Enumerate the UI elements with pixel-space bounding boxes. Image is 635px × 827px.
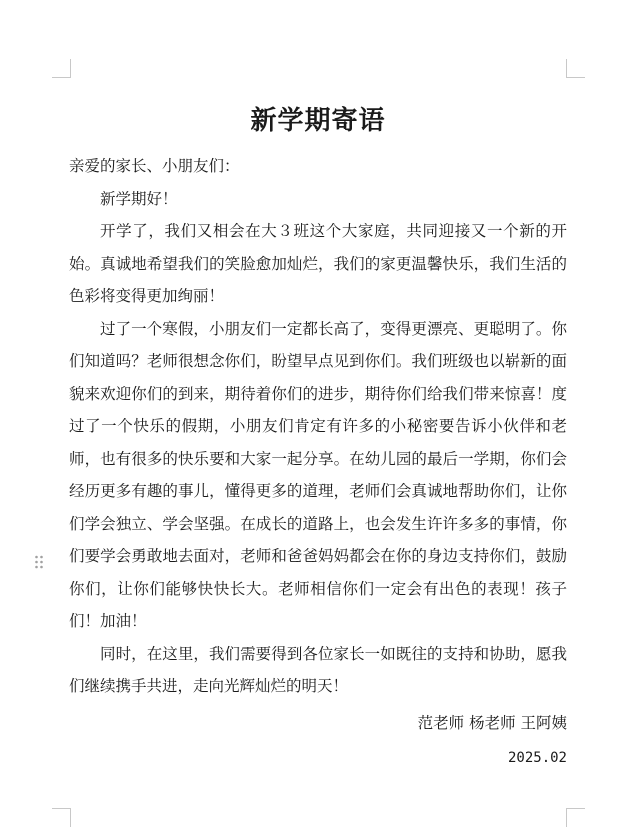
drag-handle-icon[interactable] <box>34 555 44 569</box>
document-title: 新学期寄语 <box>250 106 386 136</box>
signature: 范老师 杨老师 王阿姨 <box>417 713 567 732</box>
paragraph: 新学期好！ <box>100 189 178 208</box>
document-body[interactable] <box>69 100 567 773</box>
crop-mark-bottom-right <box>566 808 585 827</box>
crop-mark-bottom-left <box>52 808 71 827</box>
paragraph: 过了一个寒假，小朋友们一定都长高了，变得更漂亮、更聪明了。你们知道吗？老师很想念你们，盼望早点见到你们。我们班级也以崭新的面貌来欢迎你们的到来，期待着你们的进步，期待你们给我们带来惊喜！度过了一个快乐的假期，小朋友们肯定有许多的小秘密要告诉小伙伴和老师，也有很多的快乐要和大家一起分享。在幼儿园的最后一学期，你们会经历更多有趣的事儿，懂得更多的道理，老师们会真诚地帮助你们，让你们学会独立、学会坚强。在成长的道路上，也会发生许许多多的事情，你们要学会勇敢地去面对，老师和爸爸妈妈都会在你的身边支持你们，鼓励你们，让你们能够快快长大。老师相信你们一定会有出色的表现！孩子们！加油！ <box>69 319 567 630</box>
paragraph: 同时，在这里，我们需要得到各位家长一如既往的支持和协助，愿我们继续携手共进，走向光辉灿烂的明天！ <box>69 644 567 695</box>
greeting: 亲爱的家长、小朋友们： <box>69 157 240 175</box>
crop-mark-top-left <box>52 59 71 78</box>
date: 2025.02 <box>507 749 567 766</box>
paragraph: 开学了，我们又相会在大３班这个大家庭，共同迎接又一个新的开始。真诚地希望我们的笑脸愈加灿烂，我们的家更温馨快乐，我们生活的色彩将变得更加绚丽！ <box>69 222 567 305</box>
crop-mark-top-right <box>566 59 585 78</box>
